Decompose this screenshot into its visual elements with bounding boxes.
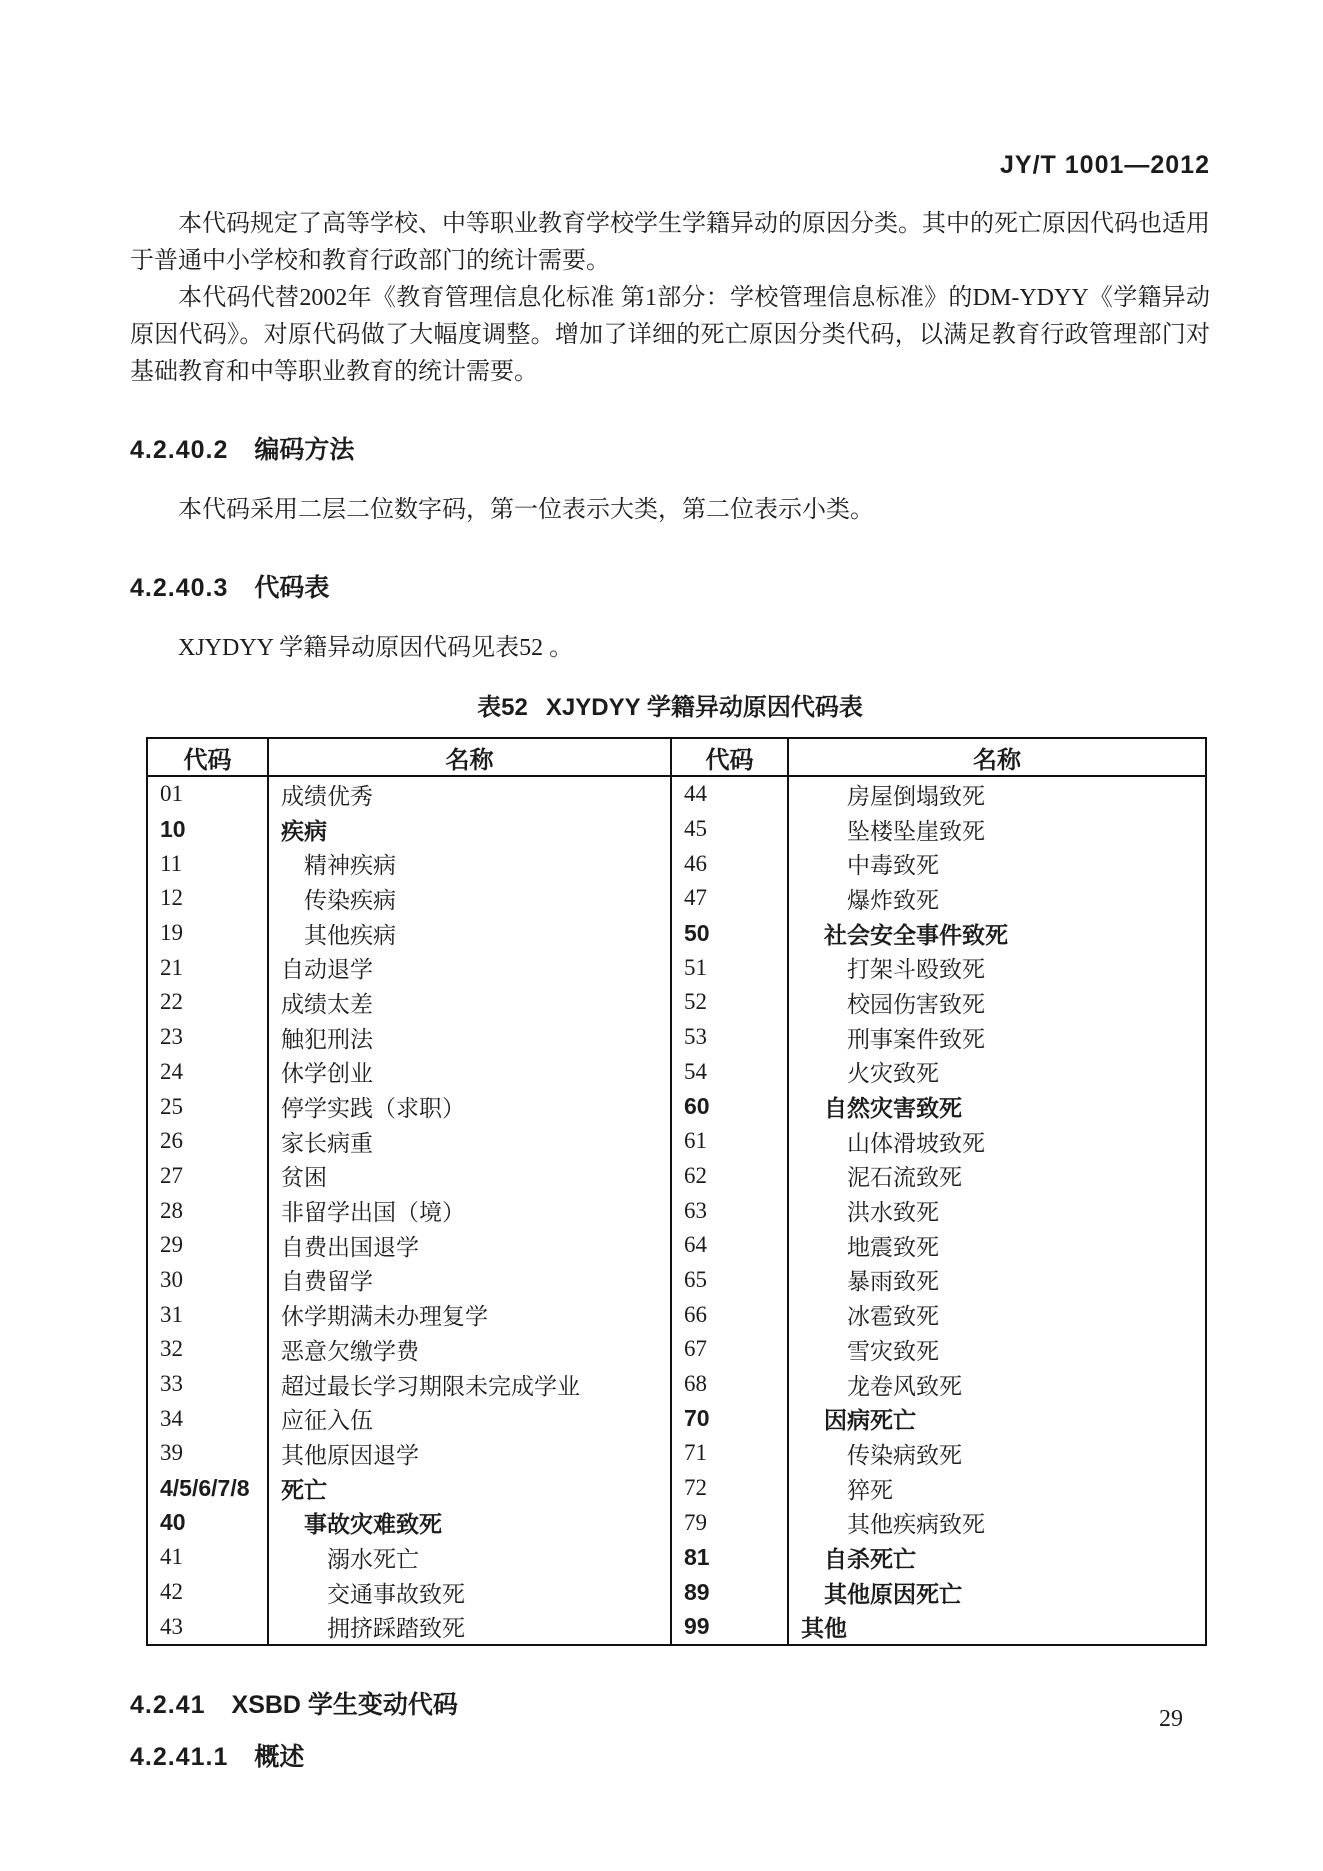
intro-paragraph-1: 本代码规定了高等学校、中等职业教育学校学生学籍异动的原因分类。其中的死亡原因代码也适用于普通中小学校和教育行政部门的统计需要。: [130, 211, 1210, 274]
name-cell: 交通事故致死: [268, 1575, 671, 1610]
name-cell: 精神疾病: [268, 846, 671, 881]
section-title: 编码方法: [254, 436, 355, 464]
section-heading-coding-method: [130, 435, 1210, 465]
name-cell: 社会安全事件致死: [788, 916, 1206, 951]
code-cell: 50: [671, 916, 788, 951]
page-number: 29: [1159, 1706, 1183, 1732]
code-cell: 53: [671, 1020, 788, 1055]
name-cell: 疾病: [268, 812, 671, 847]
name-cell: 打架斗殴致死: [788, 950, 1206, 985]
code-table-intro-paragraph: XJYDYY 学籍异动原因代码见表52 。: [178, 635, 574, 661]
table-row: [147, 1540, 1206, 1575]
code-cell: 28: [147, 1193, 268, 1228]
section-number: 4.2.40.2: [130, 436, 229, 464]
name-cell: 拥挤踩踏致死: [268, 1610, 671, 1646]
name-cell: 休学创业: [268, 1055, 671, 1090]
code-cell: 66: [671, 1297, 788, 1332]
section-heading-xsbd: [130, 1690, 1210, 1720]
code-cell: 54: [671, 1055, 788, 1090]
name-cell: 洪水致死: [788, 1193, 1206, 1228]
code-cell: 22: [147, 985, 268, 1020]
name-cell: 非留学出国（境）: [268, 1193, 671, 1228]
name-cell: 恶意欠缴学费: [268, 1332, 671, 1367]
name-cell: 触犯刑法: [268, 1020, 671, 1055]
table-row: [147, 1401, 1206, 1436]
code-cell: 31: [147, 1297, 268, 1332]
table-row: [147, 1332, 1206, 1367]
page-content: [0, 150, 1323, 1772]
name-cell: 刑事案件致死: [788, 1020, 1206, 1055]
name-cell: 泥石流致死: [788, 1159, 1206, 1194]
name-cell: 自动退学: [268, 950, 671, 985]
table-row: [147, 985, 1206, 1020]
code-cell: 23: [147, 1020, 268, 1055]
section-title: 概述: [254, 1743, 305, 1772]
name-cell: 成绩优秀: [268, 776, 671, 812]
table-row: [147, 1367, 1206, 1402]
code-cell: 29: [147, 1228, 268, 1263]
table-row: [147, 1159, 1206, 1194]
name-cell: 中毒致死: [788, 846, 1206, 881]
section-number: 4.2.41: [130, 1691, 206, 1720]
name-cell: 冰雹致死: [788, 1297, 1206, 1332]
column-header-code-left: 代码: [147, 738, 268, 776]
code-cell: 60: [671, 1089, 788, 1124]
code-cell: 11: [147, 846, 268, 881]
code-cell: 99: [671, 1610, 788, 1646]
table-row: [147, 1263, 1206, 1298]
code-cell: 61: [671, 1124, 788, 1159]
table-row: [147, 1471, 1206, 1506]
name-cell: 自然灾害致死: [788, 1089, 1206, 1124]
section-title: 代码表: [254, 574, 330, 602]
column-header-name-left: 名称: [268, 738, 671, 776]
name-cell: 龙卷风致死: [788, 1367, 1206, 1402]
table-caption-title: XJYDYY 学籍异动原因代码表: [545, 694, 863, 721]
code-cell: 10: [147, 812, 268, 847]
name-cell: 猝死: [788, 1471, 1206, 1506]
table-caption: [130, 693, 1210, 723]
table-row: [147, 776, 1206, 812]
code-cell: 32: [147, 1332, 268, 1367]
name-cell: 死亡: [268, 1471, 671, 1506]
name-cell: 自杀死亡: [788, 1540, 1206, 1575]
doc-number-header: JY/T 1001—2012: [1000, 151, 1210, 179]
name-cell: 暴雨致死: [788, 1263, 1206, 1298]
code-cell: 72: [671, 1471, 788, 1506]
code-cell: 43: [147, 1610, 268, 1646]
code-cell: 40: [147, 1505, 268, 1540]
name-cell: 因病死亡: [788, 1401, 1206, 1436]
section-heading-code-table: [130, 573, 1210, 603]
table-row: [147, 1297, 1206, 1332]
code-cell: 68: [671, 1367, 788, 1402]
code-cell: 34: [147, 1401, 268, 1436]
name-cell: 坠楼坠崖致死: [788, 812, 1206, 847]
name-cell: 停学实践（求职）: [268, 1089, 671, 1124]
table-row: [147, 950, 1206, 985]
section-number: 4.2.41.1: [130, 1743, 229, 1772]
code-cell: 81: [671, 1540, 788, 1575]
code-table: [146, 737, 1207, 1646]
name-cell: 其他原因死亡: [788, 1575, 1206, 1610]
table-row: [147, 846, 1206, 881]
table-row: [147, 812, 1206, 847]
section-title: XSBD 学生变动代码: [231, 1691, 458, 1720]
name-cell: 其他疾病致死: [788, 1505, 1206, 1540]
table-row: [147, 1055, 1206, 1090]
code-cell: 70: [671, 1401, 788, 1436]
name-cell: 自费留学: [268, 1263, 671, 1298]
code-cell: 51: [671, 950, 788, 985]
name-cell: 自费出国退学: [268, 1228, 671, 1263]
name-cell: 地震致死: [788, 1228, 1206, 1263]
table-row: [147, 916, 1206, 951]
intro-paragraph-2: 本代码代替2002年《教育管理信息化标准 第1部分：学校管理信息标准》的DM-YDYY《学籍异动原因代码》。对原代码做了大幅度调整。增加了详细的死亡原因分类代码，以满足教育行政管理部门对基础教育和中等职业教育的统计需要。: [130, 285, 1210, 385]
code-cell: 65: [671, 1263, 788, 1298]
code-cell: 64: [671, 1228, 788, 1263]
code-cell: 30: [147, 1263, 268, 1298]
code-cell: 45: [671, 812, 788, 847]
name-cell: 山体滑坡致死: [788, 1124, 1206, 1159]
code-cell: 89: [671, 1575, 788, 1610]
table-row: [147, 1020, 1206, 1055]
table-row: [147, 1193, 1206, 1228]
code-cell: 19: [147, 916, 268, 951]
table-row: [147, 1505, 1206, 1540]
code-cell: 39: [147, 1436, 268, 1471]
section-number: 4.2.40.3: [130, 574, 229, 602]
code-table-body: [147, 776, 1206, 1645]
code-cell: 71: [671, 1436, 788, 1471]
code-cell: 24: [147, 1055, 268, 1090]
table-row: [147, 1228, 1206, 1263]
name-cell: 休学期满未办理复学: [268, 1297, 671, 1332]
table-row: [147, 881, 1206, 916]
name-cell: 成绩太差: [268, 985, 671, 1020]
name-cell: 房屋倒塌致死: [788, 776, 1206, 812]
name-cell: 事故灾难致死: [268, 1505, 671, 1540]
name-cell: 超过最长学习期限未完成学业: [268, 1367, 671, 1402]
code-cell: 47: [671, 881, 788, 916]
name-cell: 校园伤害致死: [788, 985, 1206, 1020]
code-cell: 33: [147, 1367, 268, 1402]
name-cell: 家长病重: [268, 1124, 671, 1159]
code-cell: 44: [671, 776, 788, 812]
code-cell: 41: [147, 1540, 268, 1575]
code-cell: 01: [147, 776, 268, 812]
name-cell: 火灾致死: [788, 1055, 1206, 1090]
table-row: [147, 1575, 1206, 1610]
code-cell: 52: [671, 985, 788, 1020]
table-row: [147, 1436, 1206, 1471]
code-cell: 62: [671, 1159, 788, 1194]
code-cell: 21: [147, 950, 268, 985]
code-cell: 42: [147, 1575, 268, 1610]
table-row: [147, 1610, 1206, 1646]
name-cell: 溺水死亡: [268, 1540, 671, 1575]
name-cell: 传染疾病: [268, 881, 671, 916]
section-heading-overview: [130, 1742, 1210, 1772]
column-header-name-right: 名称: [788, 738, 1206, 776]
name-cell: 雪灾致死: [788, 1332, 1206, 1367]
table-caption-number: 表52: [477, 694, 528, 721]
code-cell: 4/5/6/7/8: [147, 1471, 268, 1506]
code-cell: 25: [147, 1089, 268, 1124]
name-cell: 贫困: [268, 1159, 671, 1194]
table-row: [147, 1124, 1206, 1159]
code-cell: 46: [671, 846, 788, 881]
name-cell: 传染病致死: [788, 1436, 1206, 1471]
coding-method-paragraph: 本代码采用二层二位数字码，第一位表示大类，第二位表示小类。: [178, 497, 874, 523]
name-cell: 应征入伍: [268, 1401, 671, 1436]
code-cell: 79: [671, 1505, 788, 1540]
table-header-row: [147, 738, 1206, 776]
code-cell: 63: [671, 1193, 788, 1228]
name-cell: 爆炸致死: [788, 881, 1206, 916]
name-cell: 其他疾病: [268, 916, 671, 951]
code-cell: 67: [671, 1332, 788, 1367]
table-row: [147, 1089, 1206, 1124]
column-header-code-right: 代码: [671, 738, 788, 776]
name-cell: 其他原因退学: [268, 1436, 671, 1471]
code-cell: 12: [147, 881, 268, 916]
code-cell: 26: [147, 1124, 268, 1159]
name-cell: 其他: [788, 1610, 1206, 1646]
code-cell: 27: [147, 1159, 268, 1194]
